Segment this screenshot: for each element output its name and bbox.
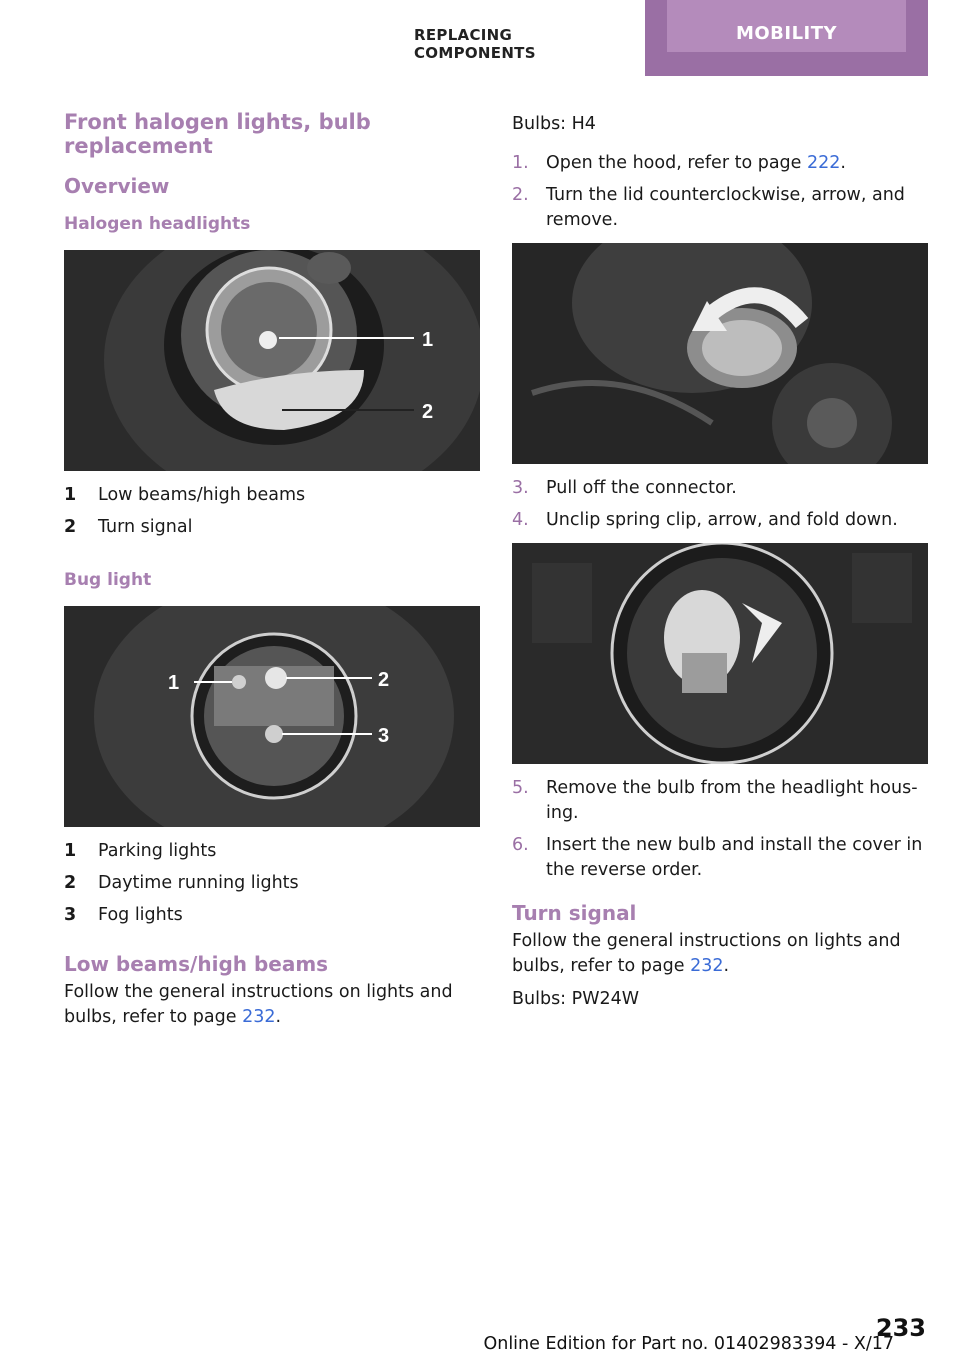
steps-list-a <box>512 151 930 233</box>
turn-signal-text-end: . <box>723 956 730 976</box>
legend-text: Parking lights <box>98 841 217 861</box>
halogen-legend <box>64 483 482 540</box>
step-item <box>512 508 930 533</box>
legend-item <box>64 483 482 508</box>
legend-text: Daytime running lights <box>98 873 299 893</box>
right-column <box>512 100 930 1012</box>
step-item <box>512 833 930 883</box>
page-link-232[interactable]: 232 <box>690 956 724 976</box>
page-title: Front halogen lights, bulb replacement <box>64 110 371 158</box>
legend-item <box>64 903 482 928</box>
step-number: 5. <box>512 778 529 798</box>
legend-number: 2 <box>64 517 77 537</box>
steps-list-c <box>512 776 930 883</box>
step-number: 2. <box>512 185 529 205</box>
step-text-body: Open the hood, refer to page <box>546 153 807 173</box>
turn-signal-text-body: Follow the general instructions on lights and bulbs, refer to page <box>512 931 901 976</box>
low-beams-heading: Low beams/high beams <box>64 952 329 976</box>
page-link-222[interactable]: 222 <box>807 153 841 173</box>
header-tab-label: MOBILITY <box>667 0 906 52</box>
header-tab <box>645 0 928 76</box>
bug-callout-1: 1 <box>168 672 180 694</box>
bulbs-h4: Bulbs: H4 <box>512 114 596 134</box>
bug-light-legend <box>64 839 482 928</box>
bulbs-pw24w: Bulbs: PW24W <box>512 989 640 1009</box>
step-item <box>512 776 930 826</box>
step-item <box>512 151 930 176</box>
halogen-callout-2: 2 <box>422 401 434 423</box>
step-number: 1. <box>512 153 529 173</box>
step-text: Turn the lid counterclockwise, arrow, and remove. <box>546 185 905 230</box>
step-item <box>512 183 930 233</box>
step-text-end: . <box>840 153 846 173</box>
overview-heading: Overview <box>64 174 170 198</box>
page-link-232[interactable]: 232 <box>242 1007 276 1027</box>
page-number: 233 <box>875 1314 926 1342</box>
legend-text: Turn signal <box>98 517 193 537</box>
footer-edition: Online Edition for Part no. 01402983394 - X/17 <box>483 1334 894 1354</box>
legend-number: 2 <box>64 873 77 893</box>
hood-lid-photo <box>512 243 928 464</box>
step-text: Pull off the connector. <box>546 478 737 498</box>
halogen-callout-1: 1 <box>422 329 434 351</box>
legend-number: 3 <box>64 905 77 925</box>
halogen-headlight-photo <box>64 250 480 471</box>
low-beams-text <box>64 980 482 1030</box>
bug-callout-3: 3 <box>378 725 390 747</box>
turn-signal-heading: Turn signal <box>512 901 637 925</box>
steps-list-b <box>512 476 930 533</box>
step-text: Insert the new bulb and install the cover in the reverse order. <box>546 835 923 880</box>
legend-number: 1 <box>64 485 77 505</box>
step-number: 6. <box>512 835 529 855</box>
turn-signal-text <box>512 929 930 979</box>
spring-clip-photo <box>512 543 928 764</box>
legend-text: Fog lights <box>98 905 183 925</box>
left-column <box>64 100 482 1030</box>
step-text: Unclip spring clip, arrow, and fold down. <box>546 510 898 530</box>
header-section-title: REPLACING COMPONENTS <box>414 26 536 62</box>
step-number: 4. <box>512 510 529 530</box>
bug-callout-2: 2 <box>378 669 390 691</box>
low-beams-text-end: . <box>275 1007 282 1027</box>
legend-item <box>64 515 482 540</box>
bug-light-heading: Bug light <box>64 570 152 590</box>
legend-item <box>64 871 482 896</box>
legend-item <box>64 839 482 864</box>
legend-number: 1 <box>64 841 77 861</box>
bug-light-photo <box>64 606 480 827</box>
step-number: 3. <box>512 478 529 498</box>
low-beams-text-body: Follow the general instructions on lights and bulbs, refer to page <box>64 982 453 1027</box>
halogen-headlights-heading: Halogen headlights <box>64 214 251 234</box>
step-item <box>512 476 930 501</box>
legend-text: Low beams/high beams <box>98 485 306 505</box>
step-text <box>546 151 846 176</box>
step-text: Remove the bulb from the headlight housing. <box>546 778 918 823</box>
